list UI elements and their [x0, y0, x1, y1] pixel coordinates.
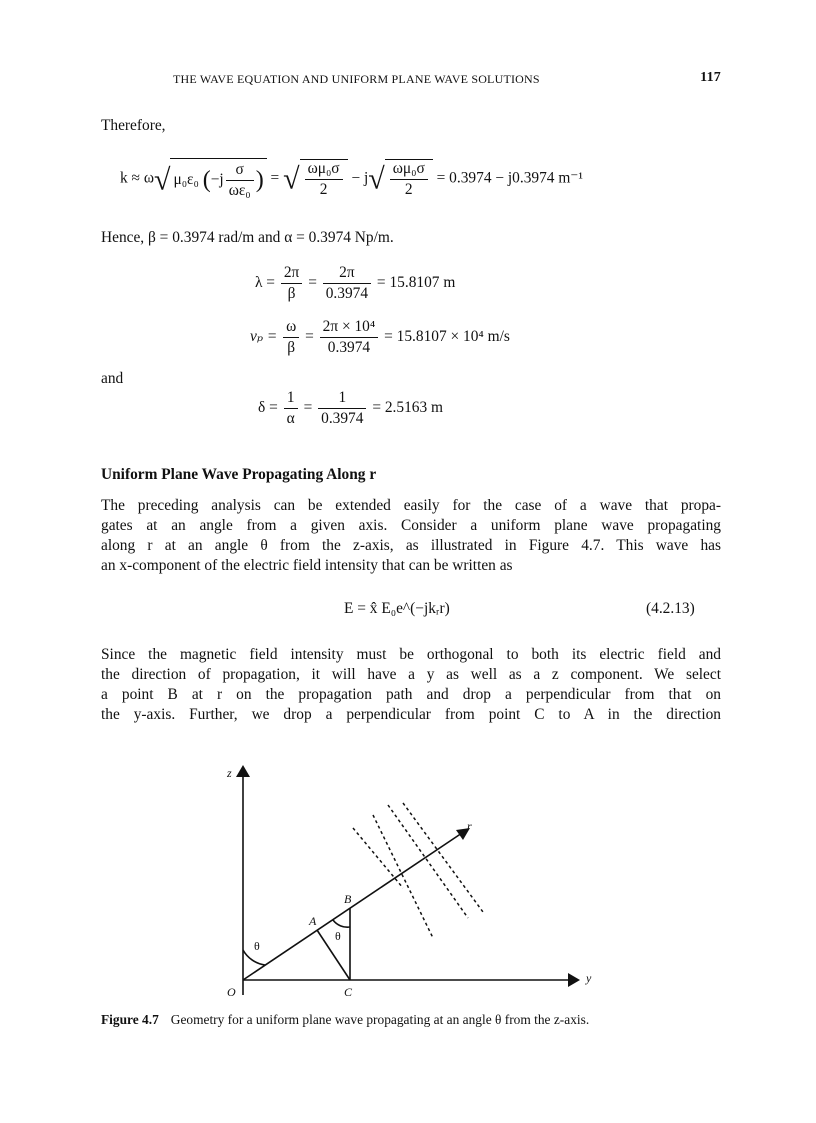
equation-E-label: (4.2.13): [646, 600, 695, 617]
wavefronts: [353, 803, 483, 938]
y-arrow-head: [568, 973, 580, 987]
and-text: and: [101, 370, 124, 387]
frac-2a-den: 2: [319, 181, 328, 198]
eq-vp-lhs: vₚ =: [250, 328, 278, 346]
section-heading: Uniform Plane Wave Propagating Along r: [101, 466, 377, 483]
wavefront-1: [353, 828, 403, 888]
frac-2a-num: ωμ₀σ: [305, 160, 343, 180]
frac-delta-2: [318, 389, 366, 428]
therefore-text: Therefore,: [101, 117, 166, 134]
eq-delta-lhs: δ =: [258, 399, 278, 417]
frac-delta-1-den: α: [286, 410, 295, 427]
eq-vp-rhs: = 15.8107 × 10⁴ m/s: [384, 328, 510, 346]
frac-vp-1-num: ω: [283, 318, 299, 338]
eq-delta-rhs: = 2.5163 m: [372, 399, 443, 417]
theta-arc-2: [333, 920, 350, 927]
equation-E: E = x̂ E₀e^(−jkᵣr): [344, 600, 450, 617]
equation-delta: [258, 389, 443, 428]
label-B: B: [344, 892, 352, 906]
frac-delta-1-num: 1: [284, 389, 298, 409]
frac-2b-num: ωμ₀σ: [390, 160, 428, 180]
eq-k-minus: − j: [351, 169, 369, 187]
frac-lambda-2-den: 0.3974: [325, 285, 369, 302]
perp-C-to-A: [317, 930, 350, 980]
running-title: THE WAVE EQUATION AND UNIFORM PLANE WAVE SOLUTIONS: [173, 72, 540, 86]
frac-delta-1: [284, 389, 298, 428]
equation-k: [120, 158, 583, 200]
frac-lambda-1-num: 2π: [281, 264, 302, 284]
sqrt-2: √ $\frac{\text{ωμ₀σ}}{2}$: [283, 159, 348, 199]
frac-2b: [390, 160, 428, 199]
eq-delta-eq: =: [303, 399, 313, 417]
frac-vp-1: [283, 318, 299, 357]
frac-lambda-1: [281, 264, 302, 303]
frac-delta-2-num: 1: [318, 389, 366, 409]
caption-label: Figure 4.7: [101, 1012, 159, 1027]
frac-delta-2-den: 0.3974: [321, 410, 364, 427]
label-z: z: [227, 766, 232, 780]
eq-k-eq: =: [270, 169, 280, 187]
paragraph-1: [101, 496, 721, 576]
frac-vp-1-den: β: [287, 339, 296, 356]
frac-lambda-2-num: 2π: [323, 264, 371, 284]
eq-k-lhs: k ≈ ω: [120, 169, 154, 187]
sqrt-3: √ $\frac{\text{ωμ₀σ}}{2}$: [368, 159, 433, 199]
label-theta-1: θ: [254, 939, 260, 953]
eq-k-result: = 0.3974 − j0.3974 m⁻¹: [436, 169, 584, 187]
frac-lambda-1-den: β: [287, 285, 296, 302]
frac-vp-2: [320, 318, 379, 357]
para1-line-3: along r at an angle θ from the z-axis, as illustrated in Figure 4.7. This wave has: [101, 537, 721, 554]
equation-lambda: [255, 264, 455, 303]
figure-caption: [101, 1012, 741, 1028]
label-theta-2: θ: [335, 929, 341, 943]
frac-2b-den: 2: [404, 181, 413, 198]
frac-lambda-2: [323, 264, 371, 303]
r-vector: [243, 833, 462, 980]
paragraph-2: [101, 645, 721, 725]
equation-vp: [250, 318, 510, 357]
wavefront-3: [388, 805, 468, 918]
eq-lambda-eq: =: [308, 274, 317, 292]
sqrt-1: √ μ₀ε₀ (−j $\frac{\sigma}{\text{ωε₀}}$ ): [154, 158, 267, 200]
para1-line-1: The preceding analysis can be extended easily for the case of a wave that propa-: [101, 497, 721, 514]
eq-lambda-lhs: λ =: [255, 274, 275, 292]
eq-k-inner: μ₀ε₀: [173, 171, 199, 189]
para1-line-4: an x-component of the electric field intensity that can be written as: [101, 557, 513, 574]
frac-sigma: [226, 161, 254, 200]
para2-line-2: the direction of propagation, it will have a y as well as a z component. We select: [101, 666, 721, 683]
label-A: A: [309, 914, 317, 928]
page-number: 117: [700, 70, 721, 85]
para2-line-4: the y-axis. Further, we drop a perpendicular from point C to A in the direction: [101, 706, 721, 723]
para1-line-2: gates at an angle from a given axis. Consider a uniform plane wave propagating: [101, 517, 721, 534]
frac-vp-2-den: 0.3974: [327, 339, 371, 356]
para2-line-3: a point B at r on the propagation path and drop a perpendicular from that on: [101, 686, 721, 703]
para2-line-1: Since the magnetic field intensity must be orthogonal to both its electric field and: [101, 646, 721, 663]
frac-vp-2-num: 2π × 10⁴: [320, 318, 379, 338]
frac-2a: [305, 160, 343, 199]
wavefront-2: [373, 815, 433, 938]
label-C: C: [344, 985, 353, 999]
frac-sigma-den: ωε₀: [228, 182, 251, 199]
hence-text: Hence, β = 0.3974 rad/m and α = 0.3974 Np/m.: [101, 229, 394, 246]
z-arrow-head: [236, 765, 250, 777]
caption-text: Geometry for a uniform plane wave propagating at an angle θ from the z-axis.: [170, 1012, 590, 1027]
frac-sigma-num: σ: [226, 161, 254, 181]
eq-lambda-rhs: = 15.8107 m: [376, 274, 456, 292]
eq-vp-eq: =: [305, 328, 314, 346]
figure-geometry: [220, 760, 620, 1005]
eq-k-minus-j: −j: [210, 171, 224, 189]
label-y: y: [586, 971, 592, 985]
label-O: O: [227, 985, 236, 999]
label-r: r: [467, 819, 472, 833]
